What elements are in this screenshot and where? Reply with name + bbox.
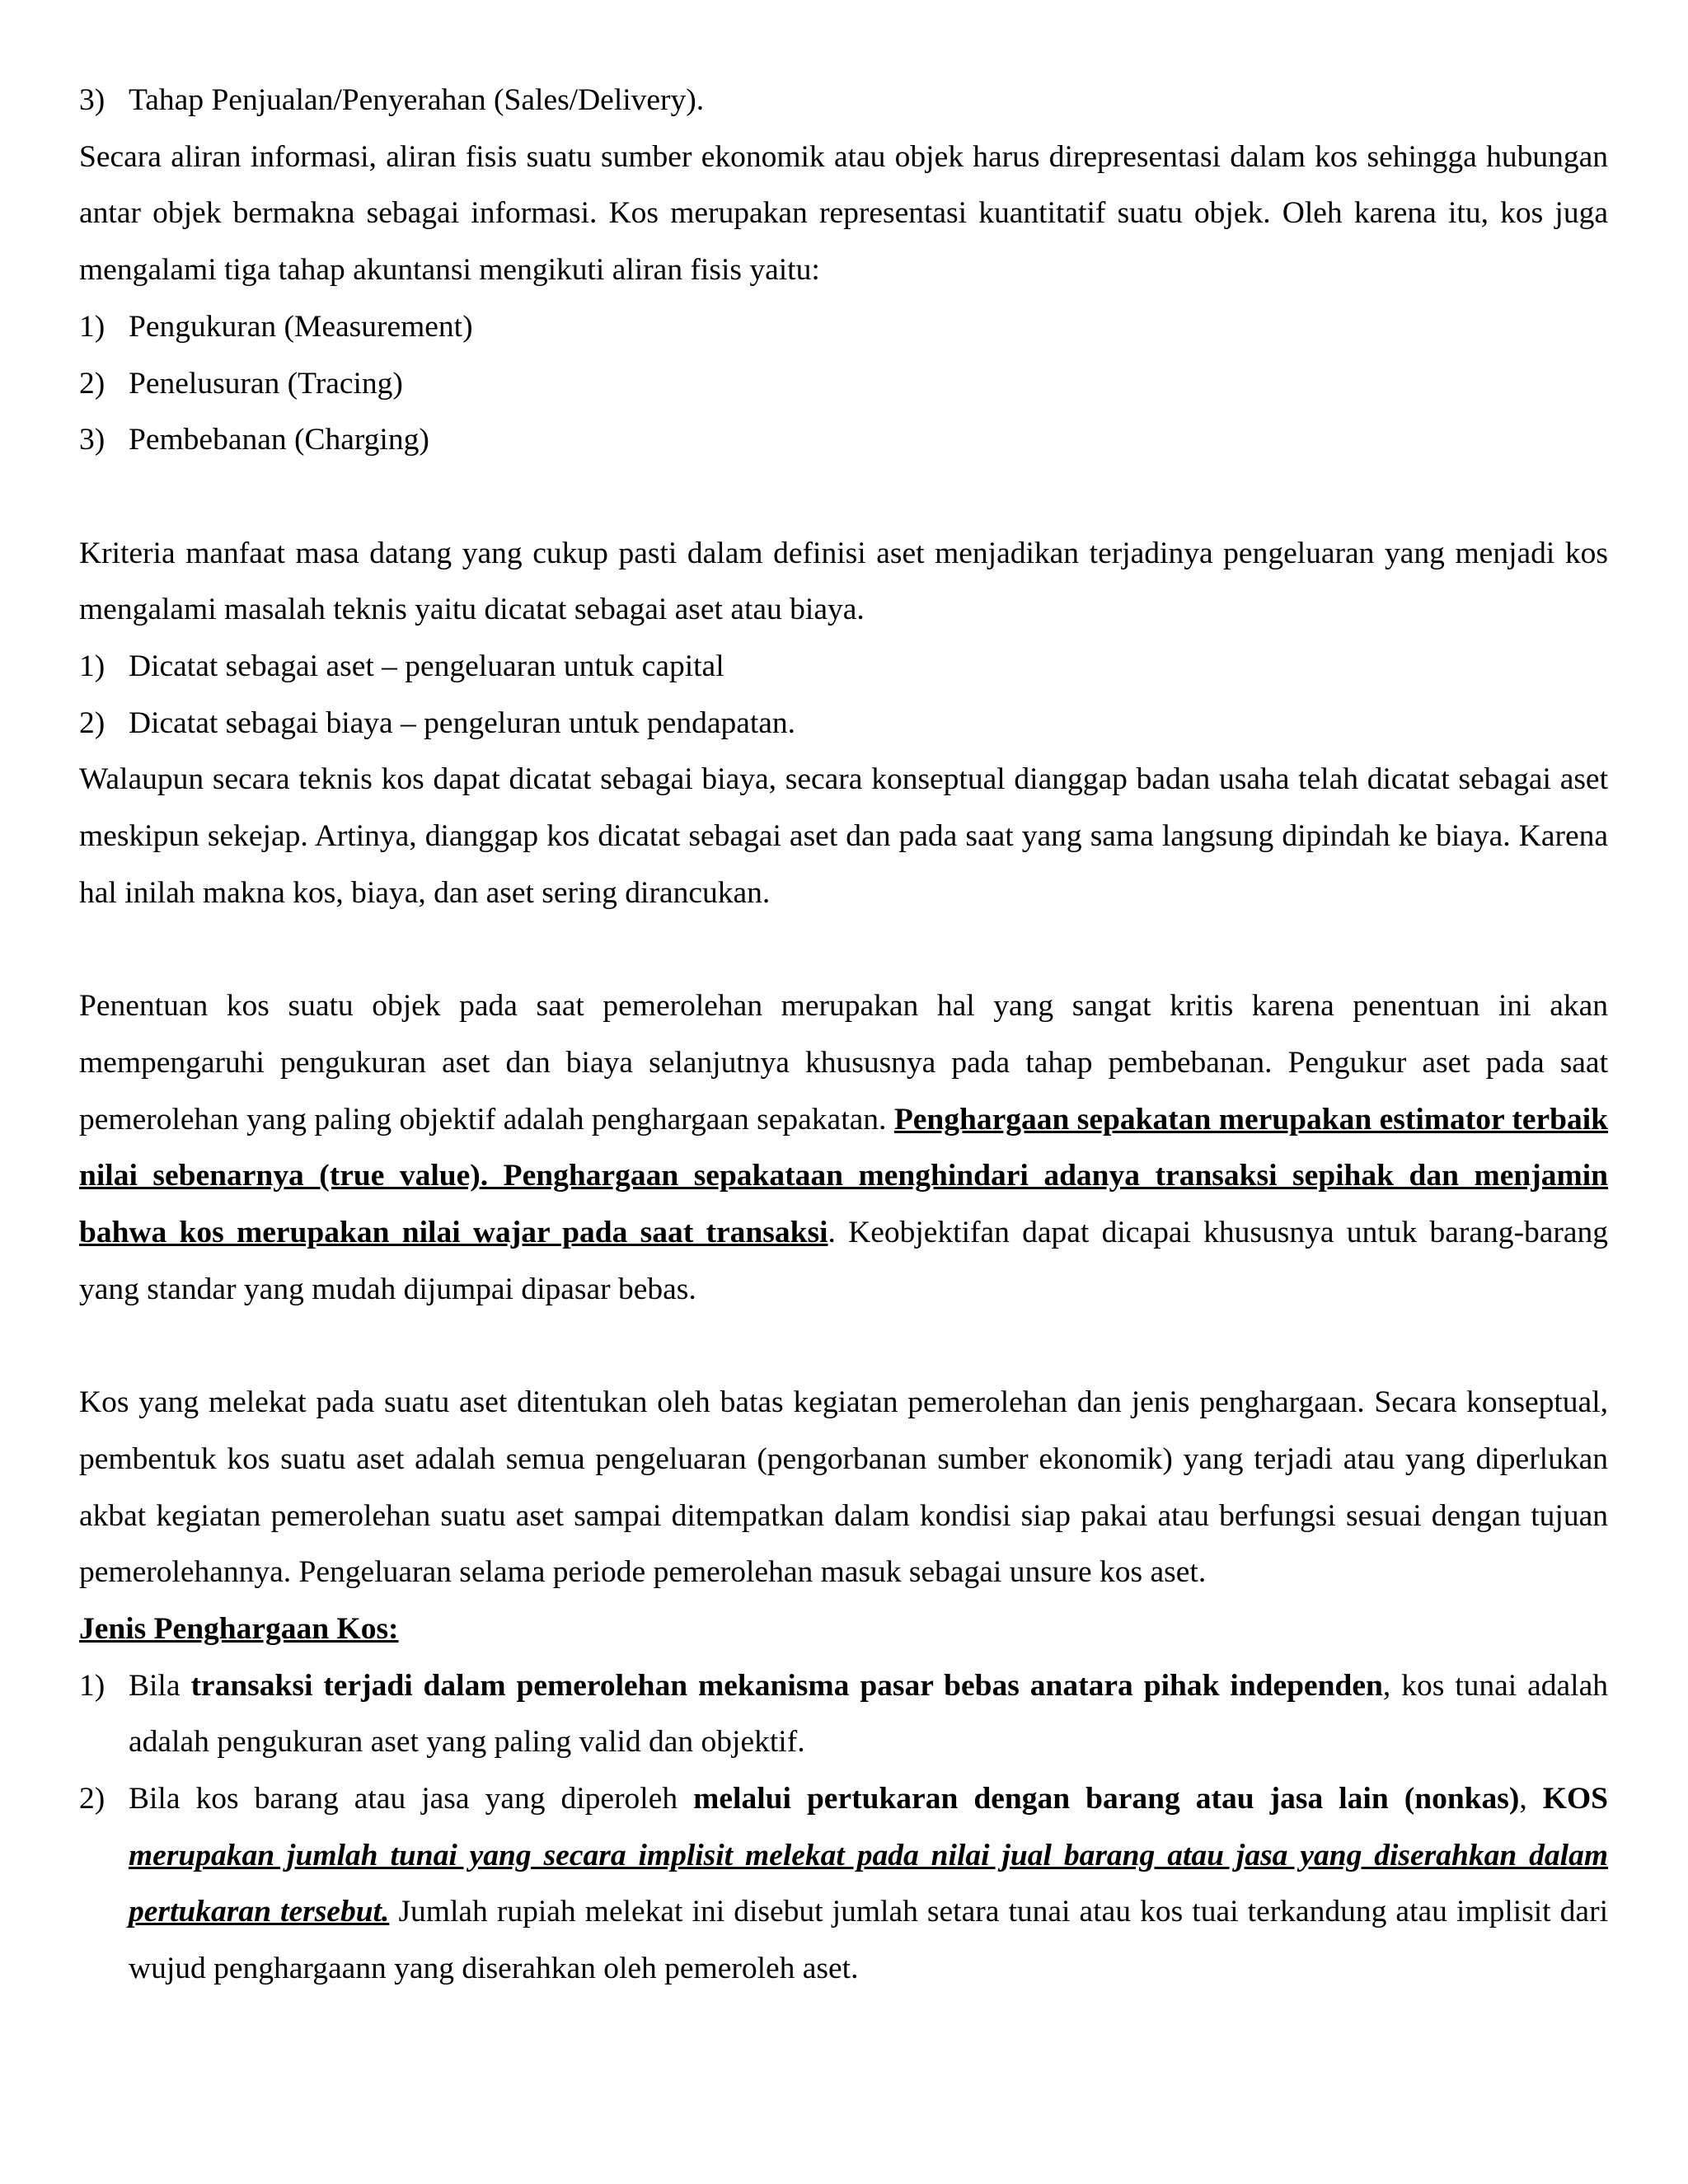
paragraph-technical-recording: Walaupun secara teknis kos dapat dicatat sebagai biaya, secara konseptual dianggap badan usaha telah dicatat sebagai aset meskipun sekejap. Artinya, dianggap kos dicatat sebagai aset dan pada saat yang sama langsung dipindah ke biaya. Karena hal inilah makna kos, biaya, dan aset sering dirancukan. bbox=[79, 762, 1608, 910]
paragraph-spacer bbox=[79, 1318, 1608, 1375]
list-item-recorded-as-asset bbox=[79, 639, 1608, 696]
paragraph-spacer bbox=[79, 922, 1608, 979]
list-text: Tahap Penjualan/Penyerahan (Sales/Delivery). bbox=[129, 83, 705, 117]
list-item-noncash-exchange bbox=[79, 1771, 1608, 1998]
list-item-measurement bbox=[79, 299, 1608, 356]
paragraph-spacer bbox=[79, 469, 1608, 526]
list-number: 2) bbox=[79, 366, 106, 401]
list-text: Pembebanan (Charging) bbox=[129, 423, 429, 457]
list-number: 1) bbox=[79, 1668, 106, 1703]
paragraph-attached-cost: Kos yang melekat pada suatu aset ditentukan oleh batas kegiatan pemerolehan dan jenis penghargaan. Secara konseptual, pembentuk kos suatu aset adalah semua pengeluaran (pengorbanan sumber ekonomik) yang terjadi atau yang diperlukan akbat kegiatan pemerolehan suatu aset sampai ditempatkan dalam kondisi siap pakai atau berfungsi sesuai dengan tujuan pemerolehannya. Pengeluaran selama periode pemerolehan masuk sebagai unsure kos aset. bbox=[79, 1385, 1608, 1590]
text-run: Bila kos barang atau jasa yang diperoleh bbox=[129, 1782, 694, 1816]
text-run: Penentuan kos suatu objek pada saat pemerolehan merupakan hal yang sangat kritis karena penentuan ini akan mempengaruhi pengukuran aset dan biaya selanjutnya khususnya pada tahap pembebanan. Pengukur aset pada saat pemerolehan yang paling objektif adalah penghargaan sepakatan. bbox=[79, 989, 1608, 1137]
list-number: 1) bbox=[79, 649, 106, 684]
list-text: Penelusuran (Tracing) bbox=[129, 366, 403, 401]
list-number: 3) bbox=[79, 83, 106, 117]
emphasis-agreed-price: Penghargaan sepakatan merupakan estimator terbaik nilai sebenarnya (true value). Penghargaan sepakataan menghindari adanya transaksi sepihak dan menjamin bahwa kos merupakan nilai wajar pada saat transaksi bbox=[79, 1102, 1609, 1250]
list-number: 2) bbox=[79, 1782, 106, 1816]
list-number: 3) bbox=[79, 423, 106, 457]
paragraph-cost-determination bbox=[79, 978, 1608, 1318]
emphasis-bold: transaksi terjadi dalam pemerolehan mekanisma pasar bebas anatara pihak independen bbox=[190, 1668, 1383, 1703]
text-run: Jumlah rupiah melekat ini disebut jumlah setara tunai atau kos tuai terkandung atau implisit dari wujud penghargaann yang diserahkan oleh pemeroleh aset. bbox=[129, 1895, 1608, 1986]
text-run: , kos tunai adalah adalah pengukuran aset yang paling valid dan objektif. bbox=[129, 1668, 1608, 1760]
document-page bbox=[79, 73, 1608, 1998]
list-number: 2) bbox=[79, 705, 106, 740]
text-run: , bbox=[1519, 1782, 1543, 1816]
text-run: . Keobjektifan dapat dicapai khususnya untuk barang-barang yang standar yang mudah dijumpai dipasar bebas. bbox=[79, 1216, 1608, 1306]
list-text: Pengukuran (Measurement) bbox=[129, 309, 473, 344]
emphasis-bold: KOS bbox=[1542, 1782, 1608, 1816]
list-item-recorded-as-expense bbox=[79, 696, 1608, 752]
list-item-tracing bbox=[79, 356, 1608, 413]
paragraph-future-benefit-criteria: Kriteria manfaat masa datang yang cukup pasti dalam definisi aset menjadikan terjadinya pengeluaran yang menjadi kos mengalami masalah teknis yaitu dicatat sebagai aset atau biaya. bbox=[79, 536, 1608, 627]
list-text: Dicatat sebagai biaya – pengeluran untuk pendapatan. bbox=[129, 705, 796, 740]
section-heading-cost-types: Jenis Penghargaan Kos: bbox=[79, 1611, 399, 1646]
emphasis-bold-italic-underline: merupakan jumlah tunai yang secara implisit melekat pada nilai jual barang atau jasa yang diserahkan dalam pertukaran tersebut. bbox=[129, 1838, 1608, 1929]
list-item-sales-delivery bbox=[79, 73, 1608, 129]
list-text: Dicatat sebagai aset – pengeluaran untuk capital bbox=[129, 649, 724, 684]
emphasis-bold: melalui pertukaran dengan barang atau jasa lain (nonkas) bbox=[693, 1782, 1520, 1816]
paragraph-information-flow: Secara aliran informasi, aliran fisis suatu sumber ekonomik atau objek harus direpresentasi dalam kos sehingga hubungan antar objek bermakna sebagai informasi. Kos merupakan representasi kuantitatif suatu objek. Oleh karena itu, kos juga mengalami tiga tahap akuntansi mengikuti aliran fisis yaitu: bbox=[79, 139, 1608, 288]
text-run: Bila bbox=[129, 1668, 191, 1703]
list-number: 1) bbox=[79, 309, 106, 344]
list-item-charging bbox=[79, 412, 1608, 469]
list-item-cash-cost bbox=[79, 1658, 1608, 1771]
